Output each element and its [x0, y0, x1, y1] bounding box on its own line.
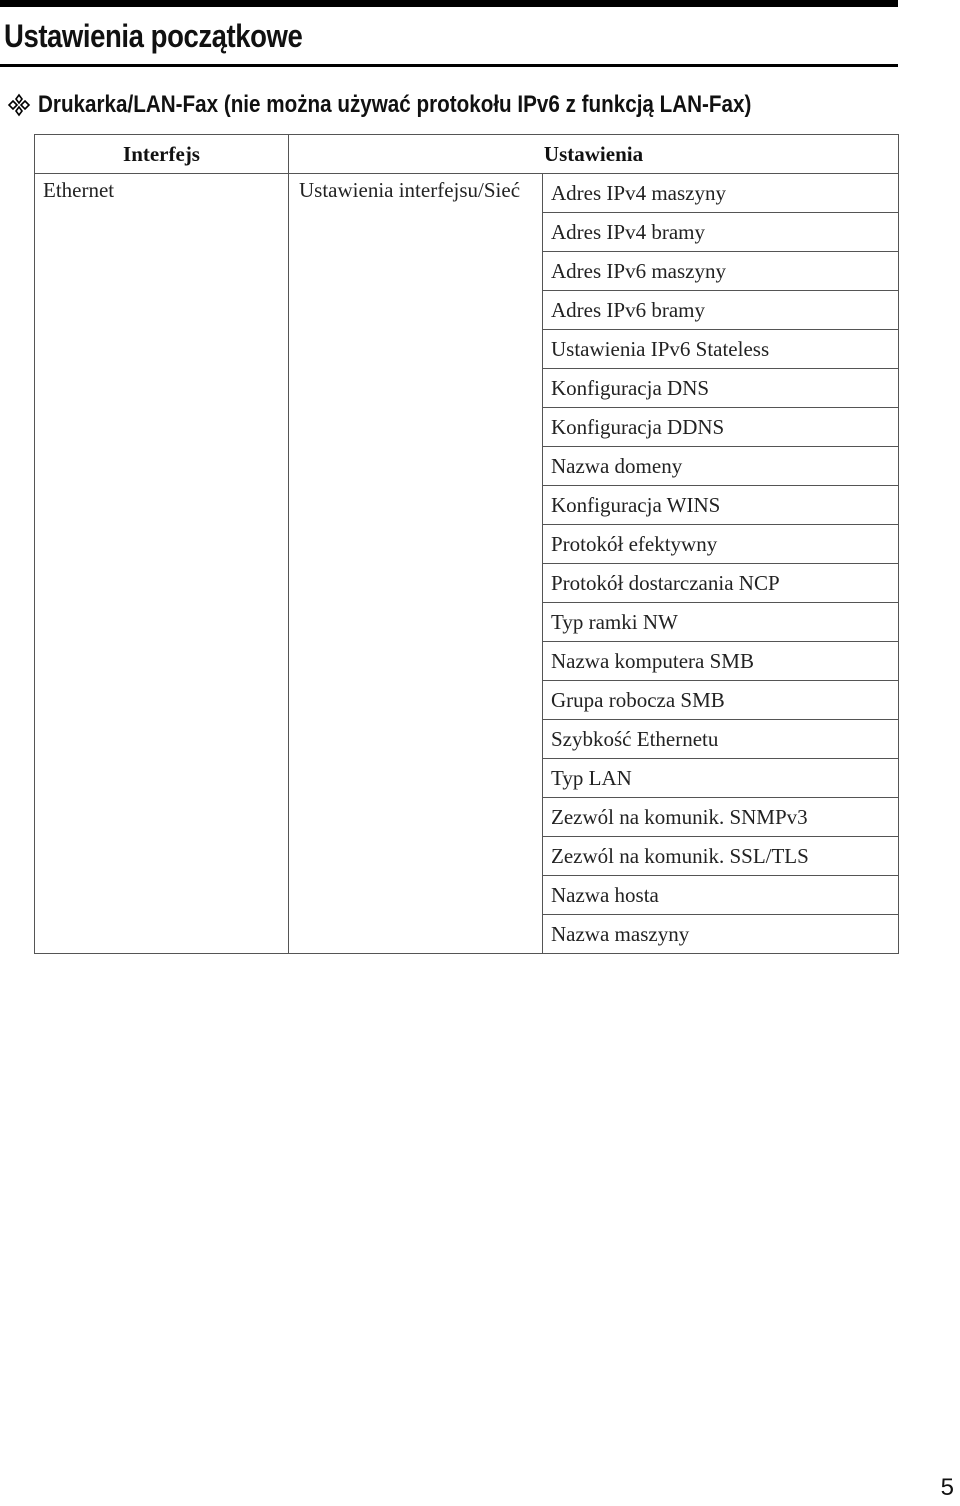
setting-item: Adres IPv6 maszyny	[543, 252, 899, 291]
setting-item: Zezwól na komunik. SSL/TLS	[543, 837, 899, 876]
diamond-bullet-icon	[6, 93, 32, 117]
page-title: Ustawienia początkowe	[4, 18, 303, 54]
setting-item: Szybkość Ethernetu	[543, 720, 899, 759]
setting-item: Zezwól na komunik. SNMPv3	[543, 798, 899, 837]
setting-item: Typ ramki NW	[543, 603, 899, 642]
table-body	[35, 174, 899, 954]
table-header-row	[35, 135, 899, 174]
settings-group-cell: Ustawienia interfejsu/Sieć	[289, 174, 543, 954]
header-interface: Interfejs	[35, 135, 289, 174]
setting-item: Protokół dostarczania NCP	[543, 564, 899, 603]
section-title: Drukarka/LAN-Fax (nie można używać protokołu IPv6 z funkcją LAN-Fax)	[38, 91, 752, 118]
header-settings: Ustawienia	[289, 135, 899, 174]
setting-item: Konfiguracja WINS	[543, 486, 899, 525]
setting-item: Protokół efektywny	[543, 525, 899, 564]
section-heading	[6, 88, 868, 122]
setting-item: Grupa robocza SMB	[543, 681, 899, 720]
page-number: 5	[940, 1474, 954, 1501]
setting-item: Nazwa komputera SMB	[543, 642, 899, 681]
setting-item: Nazwa maszyny	[543, 915, 899, 954]
setting-item: Ustawienia IPv6 Stateless	[543, 330, 899, 369]
interface-cell: Ethernet	[35, 174, 289, 954]
setting-item: Konfiguracja DDNS	[543, 408, 899, 447]
setting-item: Adres IPv6 bramy	[543, 291, 899, 330]
top-rule	[0, 0, 898, 7]
setting-item: Typ LAN	[543, 759, 899, 798]
setting-item: Adres IPv4 bramy	[543, 213, 899, 252]
table-row	[35, 174, 899, 213]
title-rule	[0, 64, 898, 67]
setting-item: Konfiguracja DNS	[543, 369, 899, 408]
setting-item: Nazwa domeny	[543, 447, 899, 486]
settings-table	[34, 134, 899, 954]
setting-item: Nazwa hosta	[543, 876, 899, 915]
setting-item: Adres IPv4 maszyny	[543, 174, 899, 213]
